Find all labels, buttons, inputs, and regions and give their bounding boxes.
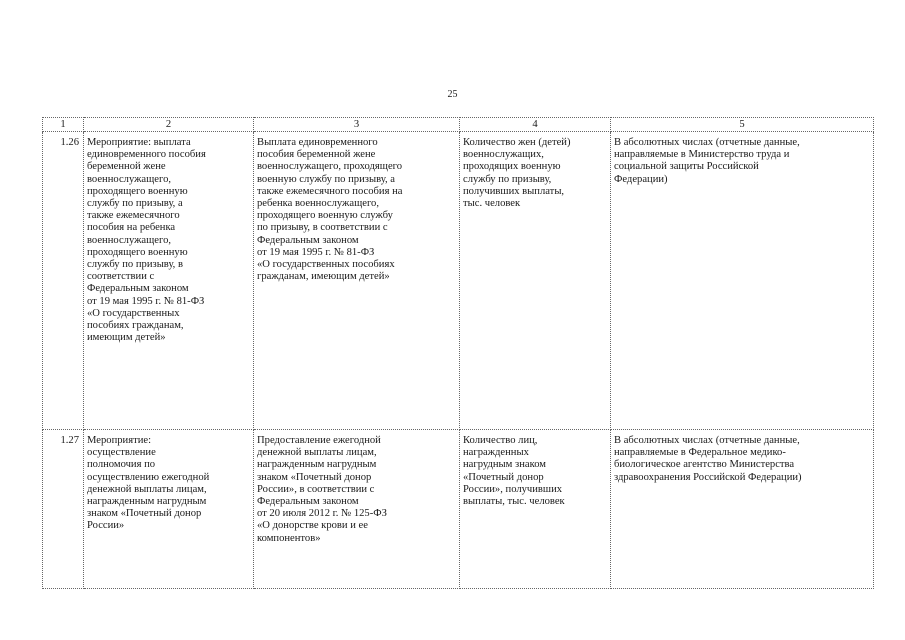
- cell-text-line: осуществление: [87, 447, 156, 459]
- cell-text-line: направляемые в Федеральное медико-: [614, 447, 786, 459]
- cell-text-line: нагрудным знаком: [463, 459, 546, 471]
- cell-text-line: «Почетный донор: [463, 471, 544, 483]
- indicator-cell: [460, 132, 611, 430]
- cell-text-line: военнослужащего,: [87, 173, 172, 185]
- cell-text-line: награжденным нагрудным: [257, 459, 377, 471]
- cell-text-line: тыс. человек: [463, 198, 521, 210]
- cell-text-line: России», получивших: [463, 483, 563, 495]
- cell-text-line: биологическое агентство Министерства: [614, 459, 795, 471]
- table-row: [43, 430, 874, 589]
- cell-text-line: пособия беременной жене: [257, 149, 376, 161]
- cell-text-line: Выплата единовременного: [257, 137, 378, 148]
- cell-text-line: компонентов»: [257, 532, 321, 544]
- cell-text-line: проходящего военную: [87, 185, 188, 197]
- cell-text-line: «О донорстве крови и ее: [257, 520, 368, 532]
- cell-text-line: проходящего военную службу: [257, 210, 393, 222]
- cell-text-line: ребенка военнослужащего,: [257, 198, 379, 210]
- cell-text-line: Федеральным законом: [257, 496, 359, 508]
- cell-text-line: денежной выплаты лицам,: [87, 483, 207, 495]
- cell-text-line: военнослужащего,: [87, 234, 172, 246]
- cell-text-line: гражданам, имеющим детей»: [257, 271, 390, 283]
- cell-text-line: направляемые в Министерство труда и: [614, 149, 790, 161]
- cell-text-line: также ежемесячного пособия на: [257, 185, 403, 197]
- measure-cell: [84, 430, 254, 589]
- cell-text-line: «О государственных пособиях: [257, 259, 395, 271]
- table-header-row: [43, 118, 874, 132]
- cell-text-line: Федерации): [614, 173, 668, 185]
- header-cell: 1: [43, 118, 84, 132]
- cell-text-line: В абсолютных числах (отчетные данные,: [614, 137, 800, 148]
- cell-text-line: военную службу по призыву, а: [257, 173, 395, 185]
- cell-text-line: социальной защиты Российской: [614, 161, 759, 173]
- description-cell: [254, 430, 460, 589]
- cell-text-line: службу по призыву, в: [87, 259, 183, 271]
- cell-text-line: Федеральным законом: [257, 234, 359, 246]
- cell-text-line: Мероприятие: выплата: [87, 137, 191, 148]
- cell-text-line: проходящих военную: [463, 161, 561, 173]
- cell-text-line: Мероприятие:: [87, 435, 152, 446]
- cell-text-line: также ежемесячного: [87, 210, 180, 222]
- cell-text-line: В абсолютных числах (отчетные данные,: [614, 435, 800, 446]
- cell-text-line: военнослужащего, проходящего: [257, 161, 403, 173]
- cell-text-line: Предоставление ежегодной: [257, 435, 381, 446]
- cell-text-line: проходящего военную: [87, 246, 188, 258]
- header-cell: 2: [84, 118, 254, 132]
- cell-text-line: Федеральным законом: [87, 283, 189, 295]
- header-cell: 5: [611, 118, 874, 132]
- cell-text-line: соответствии с: [87, 271, 155, 283]
- cell-text-line: пособия на ребенка: [87, 222, 176, 234]
- cell-text-line: имеющим детей»: [87, 332, 166, 344]
- cell-text-line: «О государственных: [87, 307, 180, 319]
- page-number: 25: [447, 89, 458, 100]
- row-number: 1.27: [43, 430, 84, 589]
- indicator-table: [42, 117, 874, 589]
- cell-text-line: знаком «Почетный донор: [257, 471, 372, 483]
- cell-text-line: полномочия по: [87, 459, 156, 471]
- cell-text-line: награжденным нагрудным: [87, 496, 207, 508]
- cell-text-line: беременной жене: [87, 161, 166, 173]
- measure-cell: [84, 132, 254, 430]
- cell-text-line: денежной выплаты лицам,: [257, 447, 377, 459]
- header-cell: 4: [460, 118, 611, 132]
- description-cell: [254, 132, 460, 430]
- indicator-cell: [460, 430, 611, 589]
- row-number: 1.26: [43, 132, 84, 430]
- cell-text-line: Количество лиц,: [463, 435, 538, 446]
- cell-text-line: службу по призыву, а: [87, 198, 183, 210]
- method-cell: [611, 430, 874, 589]
- cell-text-line: России», в соответствии с: [257, 483, 375, 495]
- cell-text-line: знаком «Почетный донор: [87, 508, 202, 520]
- cell-text-line: пособиях гражданам,: [87, 320, 184, 332]
- cell-text-line: военнослужащих,: [463, 149, 544, 161]
- header-cell: 3: [254, 118, 460, 132]
- cell-text-line: единовременного пособия: [87, 149, 206, 161]
- cell-text-line: награжденных: [463, 447, 529, 459]
- cell-text-line: по призыву, в соответствии с: [257, 222, 388, 234]
- cell-text-line: от 20 июля 2012 г. № 125-ФЗ: [257, 508, 387, 520]
- cell-text-line: службу по призыву,: [463, 173, 552, 185]
- cell-text-line: от 19 мая 1995 г. № 81-ФЗ: [257, 246, 375, 258]
- cell-text-line: России»: [87, 520, 125, 532]
- cell-text-line: получивших выплаты,: [463, 185, 565, 197]
- cell-text-line: выплаты, тыс. человек: [463, 496, 565, 508]
- cell-text-line: здравоохранения Российской Федерации): [614, 471, 802, 483]
- cell-text-line: от 19 мая 1995 г. № 81-ФЗ: [87, 295, 205, 307]
- cell-text-line: Количество жен (детей): [463, 137, 571, 148]
- method-cell: [611, 132, 874, 430]
- table-row: [43, 132, 874, 430]
- cell-text-line: осуществлению ежегодной: [87, 471, 210, 483]
